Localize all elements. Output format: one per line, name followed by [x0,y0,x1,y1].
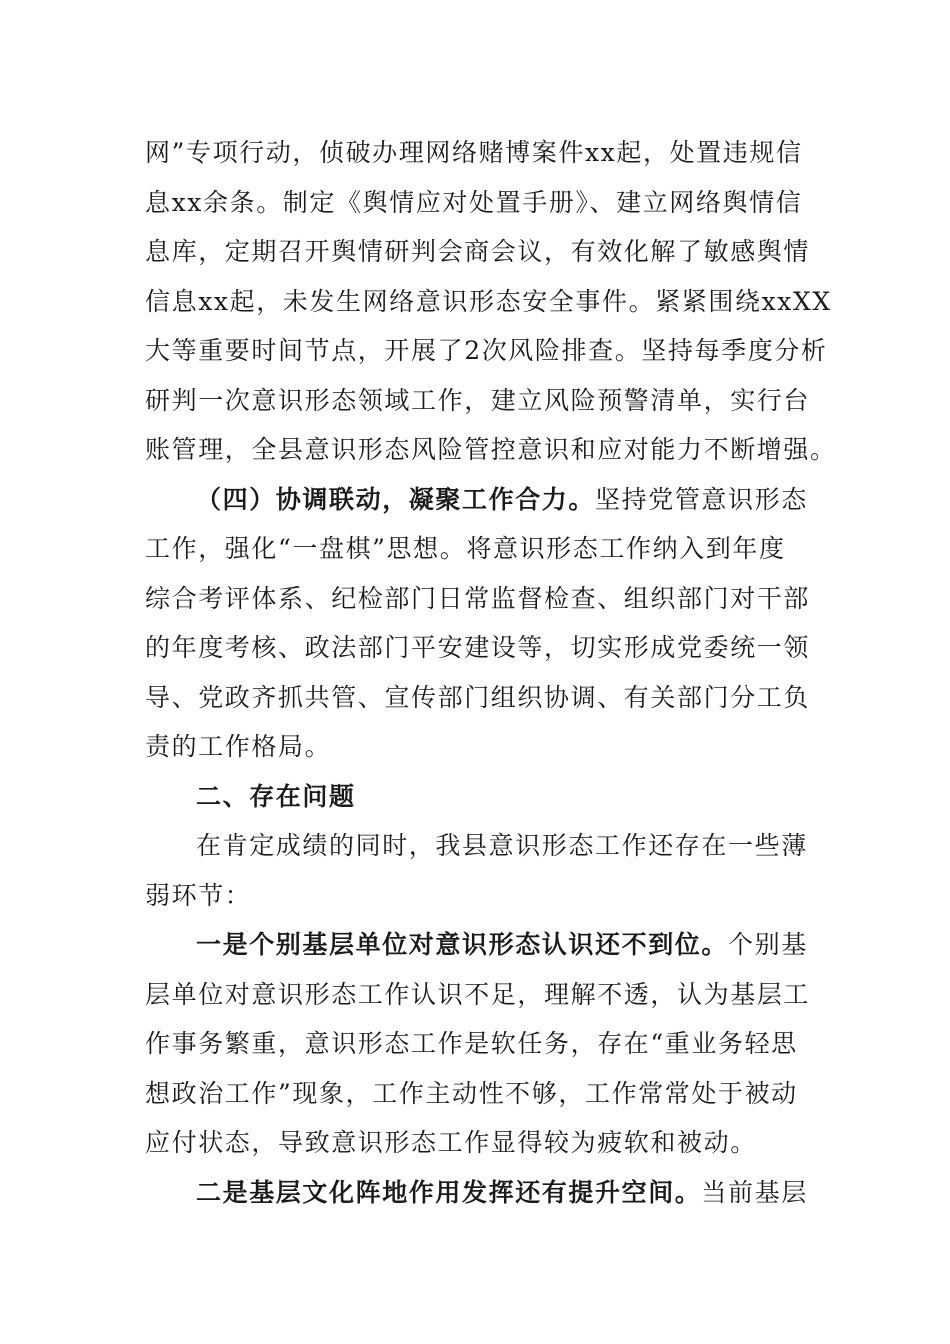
paragraph-line: 综合考评体系、纪检部门日常监督检查、组织部门对干部 [145,584,811,613]
paragraph-line: 息xx余条。制定《舆情应对处置手册》、建立网络舆情信 [145,188,803,217]
point-2-heading: 二是基层文化阵地作用发挥还有提升空间。 [196,1178,702,1207]
paragraph-line: 工作，强化“一盘棋”思想。将意识形态工作纳入到年度 [145,534,786,563]
point-1-heading: 一是个别基层单位对意识形态认识还不到位。 [196,930,729,959]
paragraph-line: 弱环节： [145,881,252,910]
paragraph-line: 网”专项行动，侦破办理网络赌博案件xx起，处置违规信 [145,138,803,167]
section-4-heading: （四）协调联动，凝聚工作合力。 [196,485,596,514]
point-1-first-line-text: 个别基 [728,930,808,959]
paragraph-line: 层单位对意识形态工作认识不足，理解不透，认为基层工 [145,980,811,1009]
paragraph-line: 想政治工作”现象，工作主动性不够，工作常常处于被动 [145,1079,798,1108]
point-2-first-line [196,1168,816,1218]
paragraph-line: 息库，定期召开舆情研判会商会议，有效化解了敏感舆情 [145,237,811,266]
paragraph-line: 导、党政齐抓共管、宣传部门组织协调、有关部门分工负 [145,683,811,712]
paragraph-line: 作事务繁重，意识形态工作是软任务，存在“重业务轻思 [145,1029,798,1058]
section-heading: 二、存在问题 [196,782,356,811]
paragraph-line: 应付状态，导致意识形态工作显得较为疲软和被动。 [145,1128,757,1157]
paragraph-line: 责的工作格局。 [145,732,332,761]
paragraph-line: 信息xx起，未发生网络意识形态安全事件。紧紧围绕xxXX [145,287,832,316]
section-4-first-line [196,475,816,525]
paragraph-line: 账管理，全县意识形态风险管控意识和应对能力不断增强。 [145,435,837,464]
paragraph-line: 大等重要时间节点，开展了2次风险排查。坚持每季度分析 [145,336,828,365]
section-4-first-line-text: 坚持党管意识形态 [595,485,808,514]
paragraph-line: 在肯定成绩的同时，我县意识形态工作还存在一些薄 [196,831,808,860]
paragraph-line: 研判一次意识形态领域工作，建立风险预警清单，实行台 [145,386,811,415]
point-2-first-line-text: 当前基层 [701,1178,808,1207]
paragraph-line: 的年度考核、政法部门平安建设等，切实形成党委统一领 [145,633,811,662]
point-1-first-line [196,920,816,970]
